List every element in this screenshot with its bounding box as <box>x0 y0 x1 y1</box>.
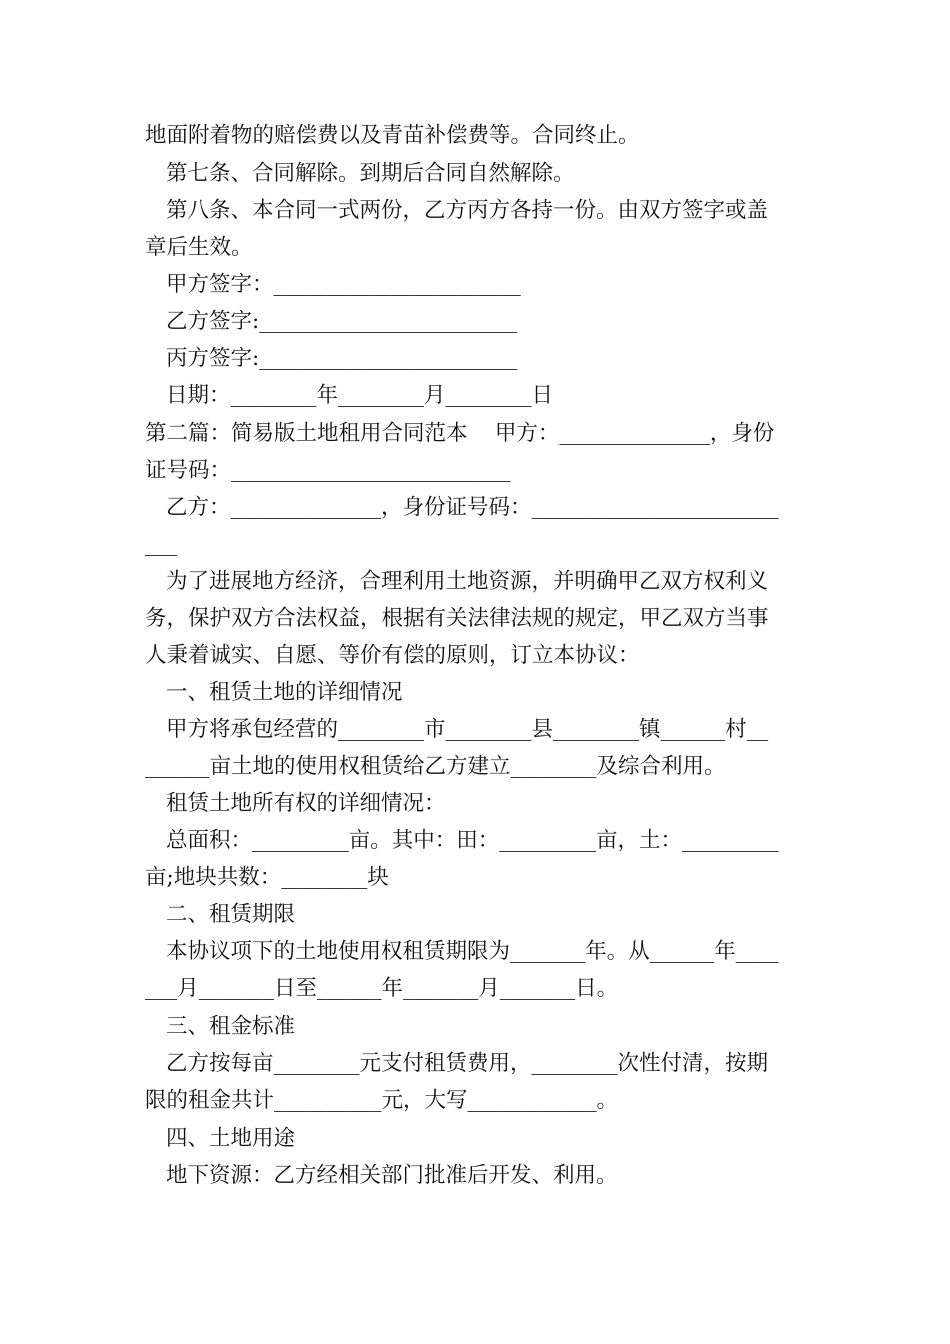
total-rent-blank: __________ <box>274 1088 382 1113</box>
start-year-blank: ______ <box>649 939 715 964</box>
rent-per-mu-blank: ________ <box>273 1051 360 1076</box>
party-c-signature-line: 丙方签字:________________________ <box>166 346 518 371</box>
party-a-signature-line: 甲方签字：_______________________ <box>166 272 521 297</box>
article-8-line: 第八条、本合同一式两份，乙方丙方各持一份。由双方签字或盖 <box>166 198 769 223</box>
party-b-signature-blank: ________________________ <box>259 309 518 334</box>
party-b-id-blank: _______________________ <box>531 495 779 520</box>
article-7-line: 第七条、合同解除。到期后合同自然解除。 <box>166 161 575 186</box>
start-month-blank-continued: ___ <box>145 976 178 1001</box>
area-line: 总面积：_________亩。其中：田：_________亩，土：_________ <box>166 828 779 853</box>
party-a-name-blank: ______________ <box>559 421 710 446</box>
start-month-blank: ____ <box>735 939 779 964</box>
paragraph-line: 亩;地块共数：________块 <box>145 865 389 890</box>
end-year-blank: ______ <box>317 976 382 1001</box>
county-blank: ________ <box>445 717 532 742</box>
soil-area-blank: _________ <box>682 828 779 853</box>
section-2-heading: 第二篇：简易版土地租用合同范本 甲方：______________，身份 <box>145 421 775 446</box>
preamble-line: 为了进展地方经济，合理利用土地资源，并明确甲乙双方权利义 <box>166 569 769 594</box>
term-years-blank: _______ <box>510 939 586 964</box>
paragraph-line: ______亩土地的使用权租赁给乙方建立________及综合利用。 <box>145 754 726 779</box>
city-blank: ________ <box>338 717 425 742</box>
paragraph-line: 章后生效。 <box>145 235 253 260</box>
paragraph-line: 限的租金共计__________元，大写____________。 <box>145 1088 619 1113</box>
section-heading: 二、租赁期限 <box>166 902 296 927</box>
preamble-line: 务，保护双方合法权益，根据有关法律法规的规定，甲乙双方当事 <box>145 606 769 631</box>
lease-term-line: 本协议项下的土地使用权租赁期限为_______年。从______年____ <box>166 939 779 964</box>
month-blank: ________ <box>338 383 425 408</box>
section-heading: 四、土地用途 <box>166 1126 296 1151</box>
land-location-line: 甲方将承包经营的________市________县________镇______村__ <box>166 717 769 742</box>
paragraph-line: 租赁土地所有权的详细情况： <box>166 791 446 816</box>
plot-count-blank: ________ <box>281 865 368 890</box>
construction-blank: ________ <box>510 754 597 779</box>
paragraph-line: 地下资源：乙方经相关部门批准后开发、利用。 <box>166 1163 618 1188</box>
party-a-signature-blank: _______________________ <box>273 272 521 297</box>
paragraph-line: 证号码：__________________________ <box>145 458 511 483</box>
total-area-blank: _________ <box>252 828 349 853</box>
paragraph-line: 地面附着物的赔偿费以及青苗补偿费等。合同终止。 <box>145 123 640 148</box>
preamble-line: 人秉着诚实、自愿、等价有偿的原则，订立本协议： <box>145 643 640 668</box>
party-c-signature-blank: ________________________ <box>259 346 518 371</box>
section-heading: 三、租金标准 <box>166 1014 296 1039</box>
mu-blank-continued: ______ <box>145 754 210 779</box>
date-line: 日期：________年________月________日 <box>166 383 554 408</box>
field-area-blank: _________ <box>499 828 597 853</box>
party-b-line: 乙方：______________，身份证号码：_______________________ <box>166 495 779 520</box>
paragraph-line: ___月_______日至______年_______月_______日。 <box>145 976 619 1001</box>
party-b-signature-line: 乙方签字:________________________ <box>166 309 518 334</box>
end-day-blank: _______ <box>499 976 576 1001</box>
party-b-name-blank: ______________ <box>230 495 382 520</box>
amount-in-words-blank: ____________ <box>467 1088 597 1113</box>
payment-times-blank: ________ <box>531 1051 618 1076</box>
party-b-id-blank-continued: ___ <box>145 532 178 557</box>
day-blank: ________ <box>445 383 532 408</box>
end-month-blank: _______ <box>403 976 479 1001</box>
party-a-id-blank: __________________________ <box>231 458 511 483</box>
village-blank: ______ <box>660 717 726 742</box>
rent-line: 乙方按每亩________元支付租赁费用，________次性付清，按期 <box>166 1051 769 1076</box>
start-day-blank: _______ <box>198 976 275 1001</box>
mu-blank: __ <box>746 717 769 742</box>
section-heading: 一、租赁土地的详细情况 <box>166 680 403 705</box>
year-blank: ________ <box>230 383 317 408</box>
town-blank: ________ <box>553 717 640 742</box>
